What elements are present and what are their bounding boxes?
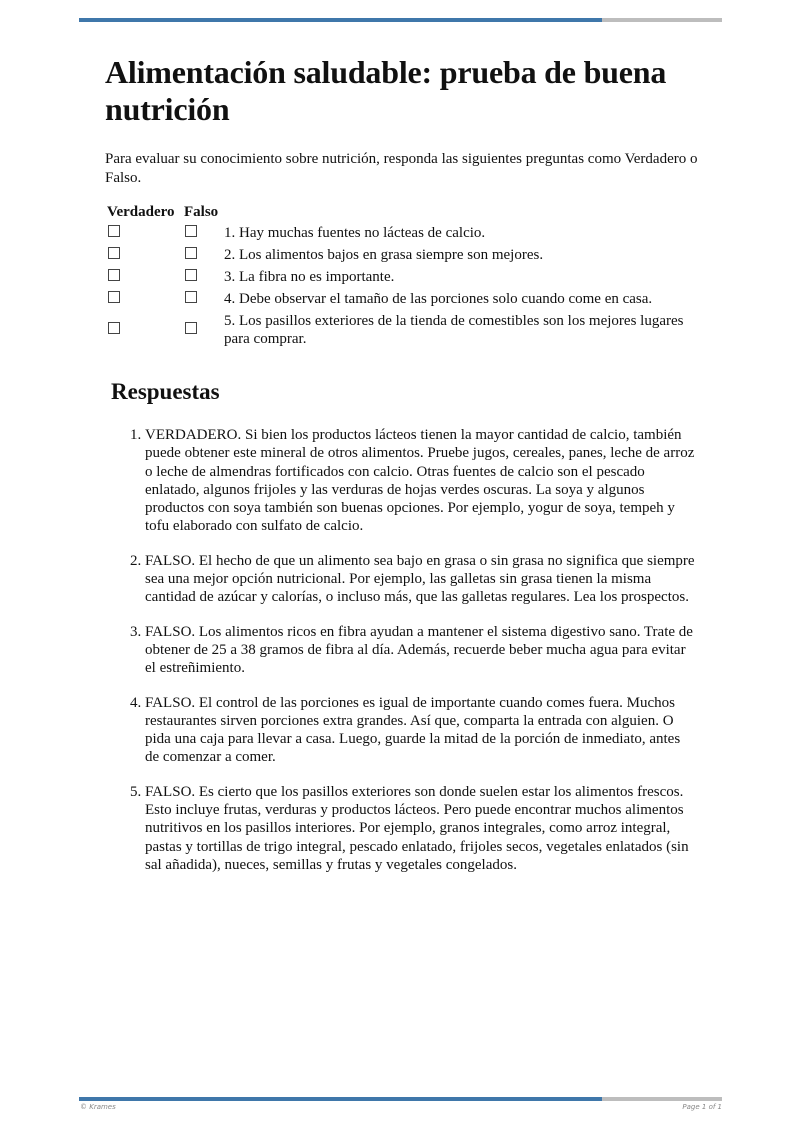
true-checkbox[interactable] (108, 291, 120, 303)
page-footer (80, 1103, 722, 1111)
footer-rule-blue (79, 1097, 602, 1101)
header-true: Verdadero (107, 204, 175, 220)
page-number: Page 1 of 1 (682, 1103, 722, 1111)
quiz-row (107, 266, 705, 288)
question-text: 2. Los alimentos bajos en grasa siempre son mejores. (224, 247, 544, 263)
true-checkbox[interactable] (108, 247, 120, 259)
answers-heading: Respuestas (111, 379, 220, 404)
question-text: 4. Debe observar el tamaño de las porciones solo cuando come en casa. (224, 291, 653, 307)
answer-item: 1. VERDADERO. Si bien los productos lácteos tienen la mayor cantidad de calcio, también puede obtener este mineral de otros alimentos. Pruebe jugos, cereales, panes, leche de arroz o leche de almendras fortificados con calcio. Otras fuentes de calcio son el pescado enlatado, algunos frijoles y las verduras de hojas verdes oscuras. La soya y algunos productos con soya también son buenas opciones. Por ejemplo, yogur de soya, tempeh y tofu elaborado con sulfato de calcio. (145, 426, 697, 536)
quiz-row (107, 310, 705, 350)
footer-rule (79, 1097, 722, 1101)
document-body (105, 54, 705, 890)
header-rule-gray (602, 18, 722, 22)
false-checkbox[interactable] (185, 225, 197, 237)
copyright-text: © Krames (80, 1103, 116, 1111)
footer-rule-gray (602, 1097, 722, 1101)
header-false: Falso (184, 204, 219, 220)
quiz-table (107, 202, 705, 350)
question-text: 1. Hay muchas fuentes no lácteas de calcio. (224, 225, 486, 241)
intro-text: Para evaluar su conocimiento sobre nutrición, responda las siguientes preguntas como Verdadero o Falso. (105, 151, 698, 186)
answer-item: 4. FALSO. El control de las porciones es igual de importante cuando comes fuera. Muchos restaurantes sirven porciones extra grandes. Así que, comparta la entrada con alguien. O pida una caja para llevar a casa. Luego, guarde la mitad de la porción de inmediato, antes de comenzar a comer. (145, 694, 697, 767)
false-checkbox[interactable] (185, 322, 197, 334)
quiz-row (107, 288, 705, 310)
question-text: 3. La fibra no es importante. (224, 269, 395, 285)
false-checkbox[interactable] (185, 269, 197, 281)
answer-item: 3. FALSO. Los alimentos ricos en fibra ayudan a mantener el sistema digestivo sano. Trate de obtener de 25 a 38 gramos de fibra al día. Además, recuerde beber mucha agua para evitar el estreñimiento. (145, 623, 697, 678)
quiz-row (107, 244, 705, 266)
answer-item: 2. FALSO. El hecho de que un alimento sea bajo en grasa o sin grasa no significa que siempre sea una mejor opción nutricional. Por ejemplo, las galletas sin grasa tienen la misma cantidad de azúcar y calorías, o incluso más, que las galletas regulares. Lea los prospectos. (145, 552, 697, 607)
true-checkbox[interactable] (108, 225, 120, 237)
answer-item: 5. FALSO. Es cierto que los pasillos exteriores son donde suelen estar los alimentos frescos. Esto incluye frutas, verduras y productos lácteos. Pero puede encontrar muchos alimentos nutritivos en los pasillos interiores. Por ejemplo, granos integrales, como arroz integral, pastas y tortillas de trigo integral, pescado enlatado, frijoles secos, vegetales enlatados (sin sal añadida), nueces, semillas y frutas y vegetales congelados. (145, 783, 697, 874)
true-checkbox[interactable] (108, 269, 120, 281)
false-checkbox[interactable] (185, 247, 197, 259)
false-checkbox[interactable] (185, 291, 197, 303)
answers-list (105, 426, 697, 874)
header-question (224, 202, 705, 222)
page-title: Alimentación saludable: prueba de buena nutrición (105, 54, 667, 127)
quiz-row (107, 222, 705, 244)
true-checkbox[interactable] (108, 322, 120, 334)
question-text: 5. Los pasillos exteriores de la tienda de comestibles son los mejores lugares para comprar. (224, 313, 684, 347)
header-rule-blue (79, 18, 602, 22)
header-rule (79, 18, 722, 22)
